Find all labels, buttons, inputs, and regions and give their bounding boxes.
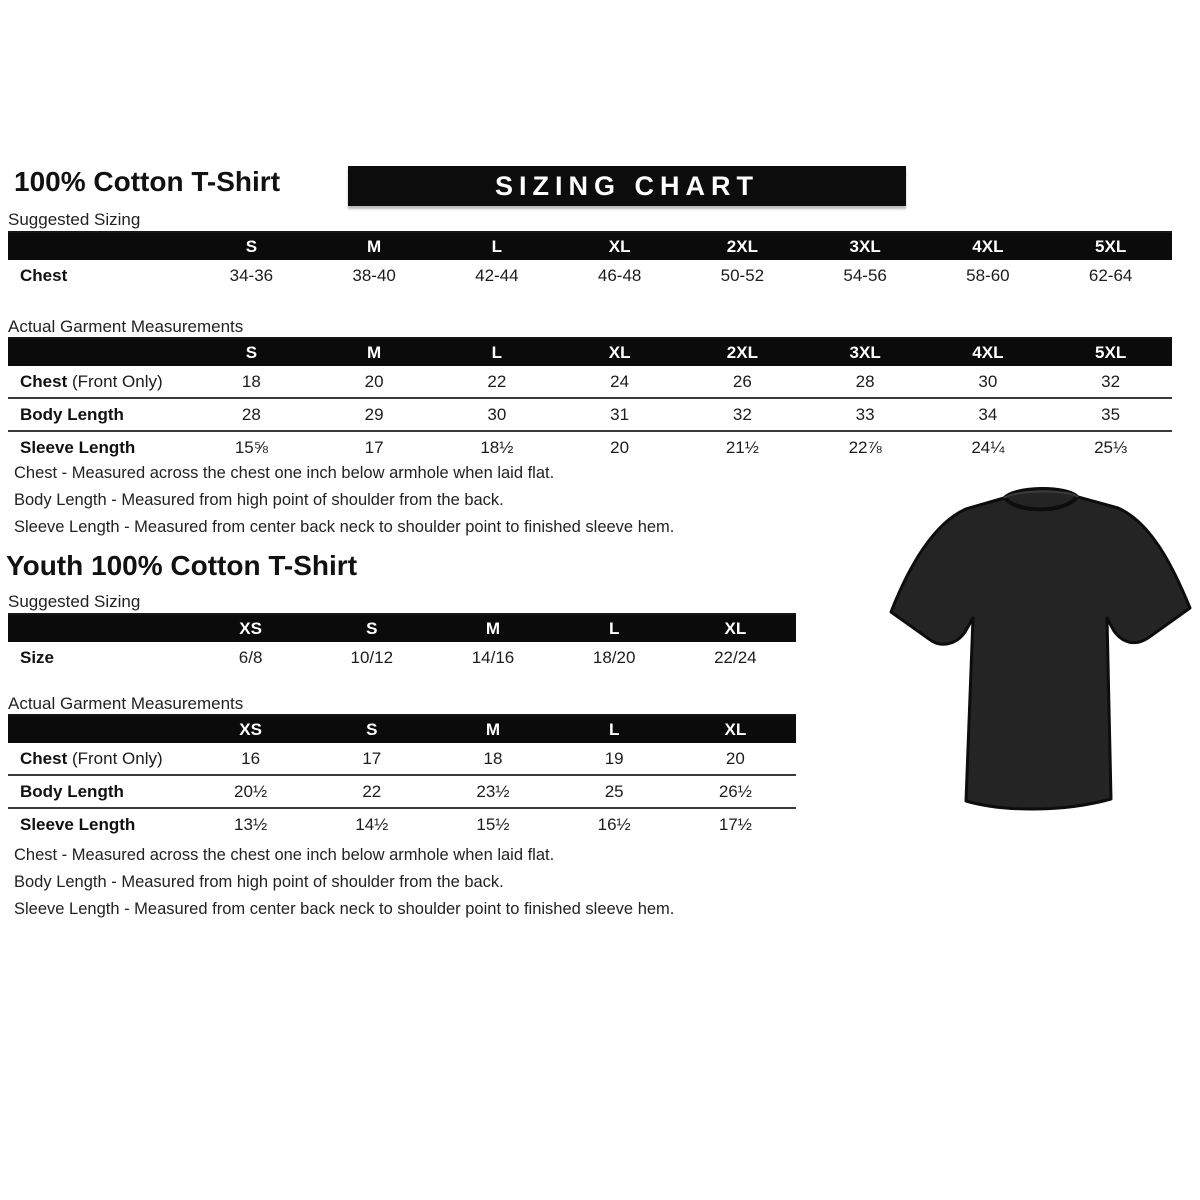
measurement-value: 24 — [610, 371, 630, 391]
size-column-header: M — [432, 614, 553, 642]
measurement-value: 30 — [978, 371, 998, 391]
size-column-header: L — [554, 715, 675, 743]
size-header-row — [8, 232, 1172, 260]
measurement-note: Sleeve Length - Measured from center back neck to shoulder point to finished sleeve hem. — [14, 518, 675, 536]
size-column-header: M — [313, 232, 436, 260]
size-column-header: S — [311, 715, 432, 743]
row-label: Chest (Front Only) — [20, 371, 163, 391]
page-title: 100% Cotton T-Shirt — [14, 166, 281, 197]
adult-actual-measurements-table — [8, 337, 1172, 463]
measurement-value: 18 — [241, 371, 261, 391]
measurement-value: 26½ — [675, 775, 796, 808]
measurement-value: 13½ — [190, 808, 311, 840]
size-column-header: XL — [675, 715, 796, 743]
size-column-header: M — [432, 715, 553, 743]
measurement-note: Body Length - Measured from high point of shoulder from the back. — [14, 873, 504, 891]
measurement-row — [8, 398, 1172, 431]
youth-actual-measurements-label: Actual Garment Measurements — [8, 694, 244, 713]
size-column-header: S — [190, 338, 313, 366]
measurement-note: Body Length - Measured from high point of shoulder from the back. — [14, 491, 504, 509]
tshirt-silhouette — [891, 488, 1190, 809]
measurement-value: 23½ — [432, 775, 553, 808]
measurement-value: 20½ — [190, 775, 311, 808]
measurement-row — [8, 260, 1172, 291]
size-column-header: XS — [190, 715, 311, 743]
measurement-value: 19 — [604, 748, 624, 768]
measurement-value: 38-40 — [352, 265, 396, 285]
measurement-value: 25⅓ — [1049, 431, 1172, 463]
sizing-chart-banner-label: SIZING CHART — [495, 170, 759, 201]
measurement-note: Chest - Measured across the chest one inch below armhole when laid flat. — [14, 846, 555, 864]
measurement-value: 62-64 — [1088, 265, 1133, 285]
row-label: Body Length — [8, 775, 190, 808]
adult-actual-measurements-label: Actual Garment Measurements — [8, 317, 244, 336]
measurement-value: 14½ — [311, 808, 432, 840]
size-column-header: 5XL — [1049, 232, 1172, 260]
sizing-chart-banner — [348, 166, 906, 206]
size-column-header: 2XL — [681, 232, 804, 260]
size-header-row — [8, 614, 796, 642]
measurement-value: 20 — [725, 748, 745, 768]
measurement-value: 15½ — [432, 808, 553, 840]
measurement-value: 58-60 — [966, 265, 1010, 285]
size-header-row — [8, 338, 1172, 366]
size-column-header: XS — [190, 614, 311, 642]
size-column-header: L — [436, 338, 559, 366]
size-column-header: L — [436, 232, 559, 260]
measurement-value: 32 — [681, 398, 804, 431]
youth-suggested-sizing-label: Suggested Sizing — [8, 592, 141, 611]
size-column-header: S — [311, 614, 432, 642]
adult-suggested-sizing-table — [8, 231, 1172, 291]
measurement-value: 29 — [313, 398, 436, 431]
adult-measurement-notes — [14, 460, 674, 541]
measurement-row — [8, 808, 796, 840]
youth-suggested-sizing-table — [8, 613, 796, 673]
measurement-value: 35 — [1049, 398, 1172, 431]
measurement-value: 17½ — [675, 808, 796, 840]
size-header-spacer — [8, 232, 190, 260]
measurement-value: 31 — [558, 398, 681, 431]
measurement-value: 20 — [364, 371, 384, 391]
measurement-value: 22 — [311, 775, 432, 808]
measurement-value: 33 — [804, 398, 927, 431]
black-tshirt-image — [886, 468, 1196, 820]
measurement-value: 18½ — [436, 431, 559, 463]
measurement-row — [8, 743, 796, 775]
row-label: Size — [20, 647, 55, 667]
measurement-value: 20 — [558, 431, 681, 463]
size-column-header: 4XL — [927, 338, 1050, 366]
measurement-row — [8, 431, 1172, 463]
measurement-value: 14/16 — [471, 647, 515, 667]
measurement-value: 25 — [554, 775, 675, 808]
row-label: Sleeve Length — [8, 808, 190, 840]
size-column-header: S — [190, 232, 313, 260]
measurement-value: 16½ — [554, 808, 675, 840]
youth-actual-measurements-table — [8, 714, 796, 840]
size-column-header: 4XL — [927, 232, 1050, 260]
measurement-value: 24¼ — [927, 431, 1050, 463]
measurement-value: 16 — [241, 748, 261, 768]
youth-measurement-notes — [14, 842, 674, 923]
measurement-value: 22⅞ — [804, 431, 927, 463]
measurement-value: 26 — [732, 371, 752, 391]
measurement-value: 34-36 — [229, 265, 274, 285]
measurement-row — [8, 366, 1172, 398]
measurement-value: 50-52 — [720, 265, 765, 285]
measurement-value: 54-56 — [843, 265, 887, 285]
size-column-header: 3XL — [804, 338, 927, 366]
measurement-value: 6/8 — [238, 647, 263, 667]
row-label: Body Length — [8, 398, 190, 431]
size-header-spacer — [8, 715, 190, 743]
row-label: Chest (Front Only) — [20, 748, 163, 768]
size-column-header: XL — [558, 232, 681, 260]
measurement-row — [8, 642, 796, 673]
measurement-value: 17 — [313, 431, 436, 463]
size-header-spacer — [8, 614, 190, 642]
size-column-header: XL — [675, 614, 796, 642]
measurement-note: Chest - Measured across the chest one inch below armhole when laid flat. — [14, 464, 555, 482]
size-column-header: 2XL — [681, 338, 804, 366]
size-column-header: 5XL — [1049, 338, 1172, 366]
measurement-value: 28 — [190, 398, 313, 431]
youth-section-title: Youth 100% Cotton T-Shirt — [6, 550, 358, 581]
measurement-value: 15⅝ — [190, 431, 313, 463]
size-header-spacer — [8, 338, 190, 366]
size-column-header: M — [313, 338, 436, 366]
measurement-value: 18/20 — [592, 647, 636, 667]
adult-suggested-sizing-label: Suggested Sizing — [8, 210, 141, 229]
size-column-header: XL — [558, 338, 681, 366]
measurement-value: 10/12 — [350, 647, 394, 667]
measurement-value: 34 — [927, 398, 1050, 431]
measurement-value: 21½ — [681, 431, 804, 463]
measurement-value: 17 — [362, 748, 382, 768]
measurement-row — [8, 775, 796, 808]
measurement-value: 28 — [855, 371, 875, 391]
row-label: Sleeve Length — [8, 431, 190, 463]
measurement-note: Sleeve Length - Measured from center back neck to shoulder point to finished sleeve hem. — [14, 900, 675, 918]
size-header-row — [8, 715, 796, 743]
measurement-value: 46-48 — [597, 265, 642, 285]
size-column-header: L — [554, 614, 675, 642]
measurement-value: 42-44 — [475, 265, 519, 285]
measurement-value: 22 — [487, 371, 507, 391]
measurement-value: 30 — [436, 398, 559, 431]
size-column-header: 3XL — [804, 232, 927, 260]
measurement-value: 22/24 — [714, 647, 757, 667]
row-label: Chest — [20, 265, 68, 285]
measurement-value: 18 — [483, 748, 503, 768]
measurement-value: 32 — [1101, 371, 1121, 391]
